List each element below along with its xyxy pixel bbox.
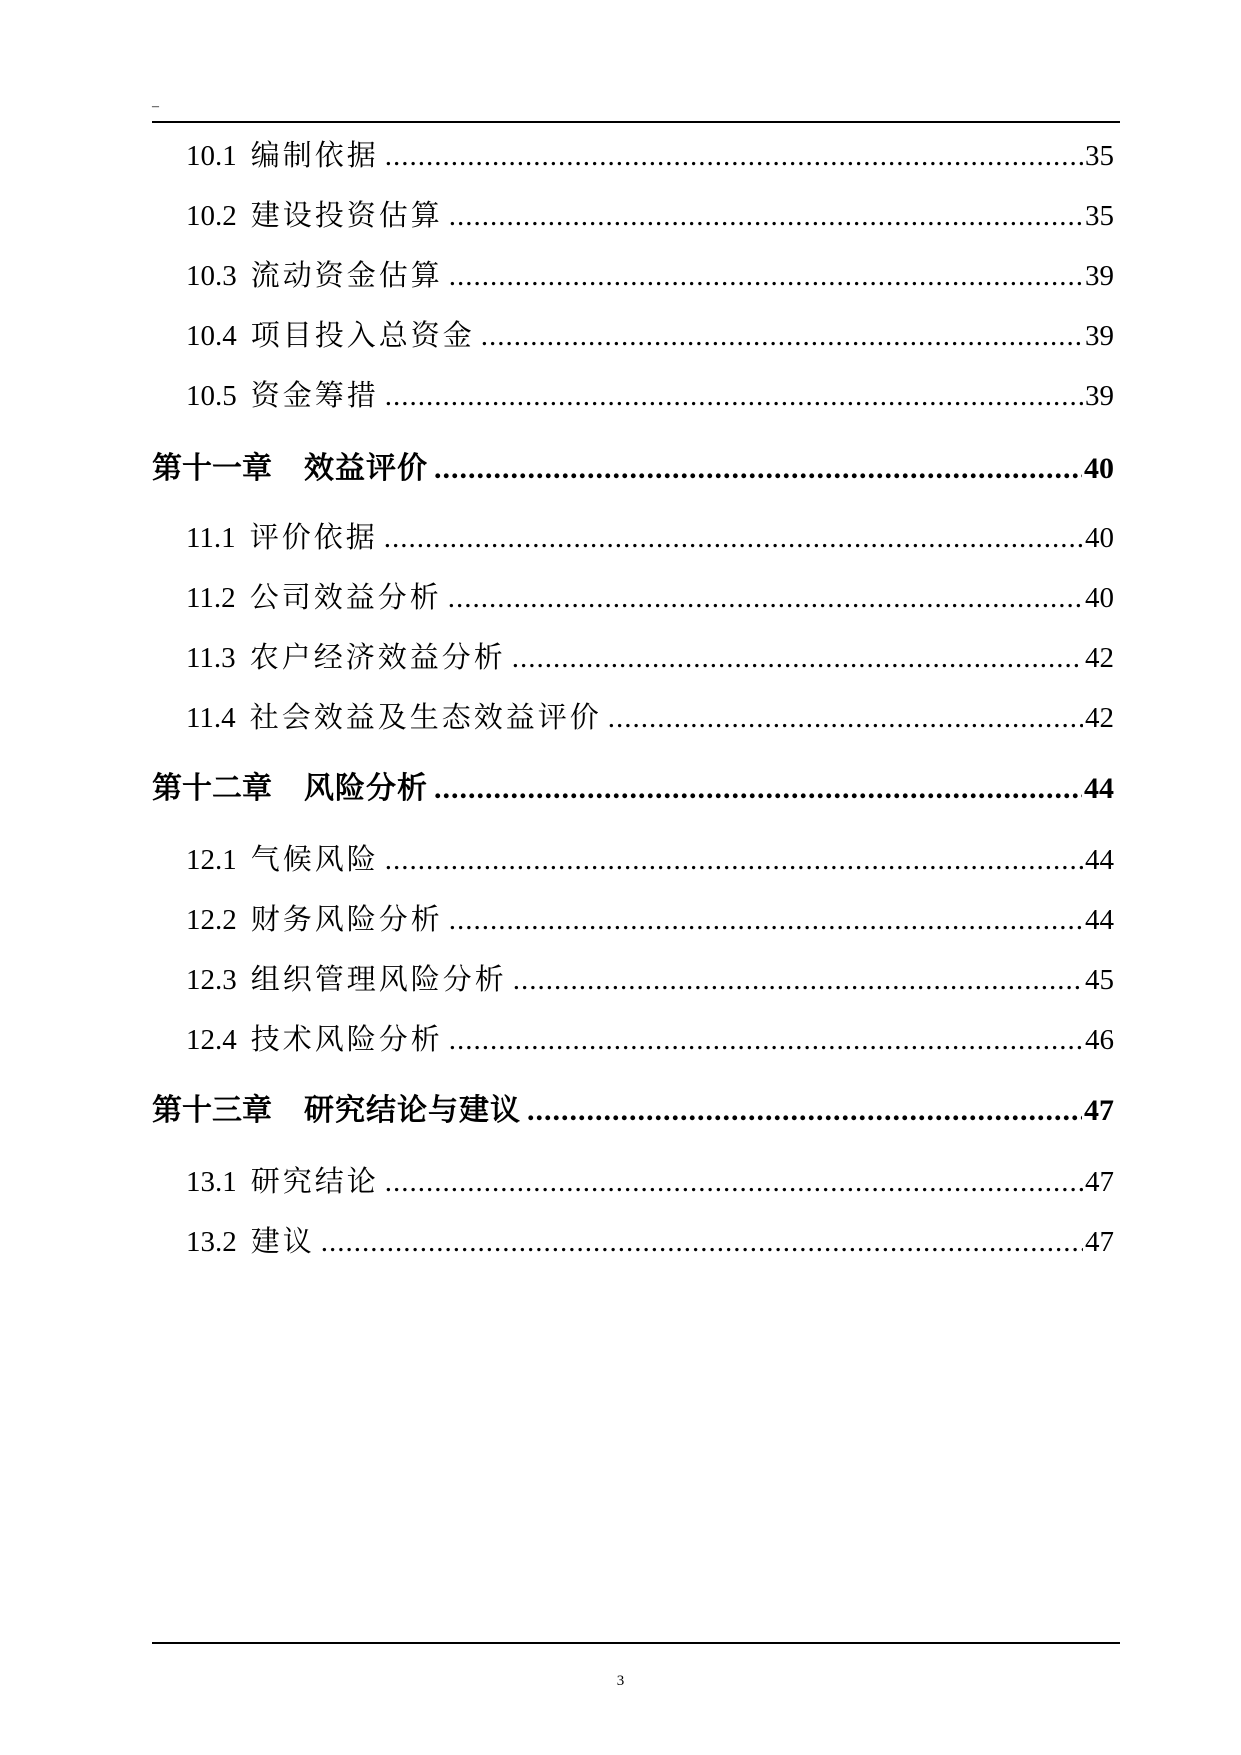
toc-entry-page: 35 — [1085, 200, 1114, 232]
toc-entry-number: 10.4 — [186, 320, 237, 352]
toc-dot-leader — [449, 900, 1083, 940]
toc-entry-number: 11.4 — [186, 702, 236, 734]
toc-entry-title: 财务风险分析 — [250, 904, 443, 936]
toc-dot-leader — [385, 376, 1083, 416]
toc-entry-number: 12.2 — [186, 904, 237, 936]
page-number: 3 — [616, 1673, 625, 1689]
toc-entry-title: 评价依据 — [249, 522, 378, 554]
toc-entry-title: 气候风险 — [250, 844, 379, 876]
toc-entry[interactable] — [152, 1020, 1114, 1060]
toc-entry-title: 组织管理风险分析 — [250, 964, 507, 996]
toc-entry[interactable] — [152, 1222, 1114, 1262]
toc-chapter-page: 47 — [1084, 1094, 1114, 1127]
toc-entry-title: 农户经济效益分析 — [249, 642, 506, 674]
toc-dot-leader — [527, 1090, 1082, 1132]
toc-entry-page: 39 — [1085, 260, 1114, 292]
toc-chapter-title: 研究结论与建议 — [304, 1094, 521, 1127]
toc-chapter[interactable] — [152, 448, 1114, 490]
toc-entry[interactable] — [152, 518, 1114, 558]
toc-entry[interactable] — [152, 256, 1114, 296]
toc-entry[interactable] — [152, 136, 1114, 176]
toc-dot-leader — [384, 518, 1083, 558]
toc-entry-title: 建设投资估算 — [250, 200, 443, 232]
toc-entry-page: 35 — [1085, 140, 1114, 172]
toc-entry-number: 13.1 — [186, 1166, 237, 1198]
toc-entry[interactable] — [152, 316, 1114, 356]
toc-entry-number: 10.2 — [186, 200, 237, 232]
toc-dot-leader — [321, 1222, 1083, 1262]
toc-dot-leader — [385, 136, 1083, 176]
toc-entry-page: 44 — [1085, 904, 1114, 936]
toc-entry[interactable] — [152, 900, 1114, 940]
toc-entry-page: 39 — [1085, 320, 1114, 352]
toc-entry-page: 39 — [1085, 380, 1114, 412]
toc-entry-number: 10.3 — [186, 260, 237, 292]
toc-dot-leader — [385, 840, 1083, 880]
toc-chapter-title: 效益评价 — [304, 452, 428, 485]
toc-dot-leader — [449, 1020, 1083, 1060]
toc-entry-title: 流动资金估算 — [250, 260, 443, 292]
toc-entry-number: 12.1 — [186, 844, 237, 876]
toc-dot-leader — [448, 578, 1083, 618]
toc-chapter-number: 第十三章 — [152, 1094, 272, 1127]
toc-entry-number: 10.1 — [186, 140, 237, 172]
toc-entry-title: 技术风险分析 — [250, 1024, 443, 1056]
toc-dot-leader — [434, 768, 1082, 810]
toc-entry-title: 公司效益分析 — [249, 582, 442, 614]
toc-entry-number: 11.1 — [186, 522, 236, 554]
toc-entry-title: 项目投入总资金 — [250, 320, 475, 352]
toc-dot-leader — [434, 448, 1082, 490]
toc-chapter-title: 风险分析 — [304, 772, 428, 805]
toc-entry[interactable] — [152, 638, 1114, 678]
toc-entry-page: 40 — [1085, 522, 1114, 554]
toc-entry-page: 40 — [1085, 582, 1114, 614]
toc-entry-page: 42 — [1085, 702, 1114, 734]
toc-dot-leader — [449, 196, 1083, 236]
toc-entry[interactable] — [152, 578, 1114, 618]
toc-dot-leader — [512, 638, 1083, 678]
toc-dot-leader — [513, 960, 1083, 1000]
toc-entry-title: 编制依据 — [250, 140, 379, 172]
toc-entry-page: 45 — [1085, 964, 1114, 996]
toc-entry-number: 11.2 — [186, 582, 236, 614]
toc-entry-number: 12.3 — [186, 964, 237, 996]
toc-entry-page: 47 — [1085, 1166, 1114, 1198]
toc-entry-title: 研究结论 — [250, 1166, 379, 1198]
toc-entry[interactable] — [152, 840, 1114, 880]
toc-dot-leader — [449, 256, 1083, 296]
toc-entry[interactable] — [152, 960, 1114, 1000]
toc-entry[interactable] — [152, 376, 1114, 416]
toc-entry-number: 12.4 — [186, 1024, 237, 1056]
toc-chapter-page: 40 — [1084, 452, 1114, 485]
toc-entry-number: 13.2 — [186, 1226, 237, 1258]
toc-entry-page: 42 — [1085, 642, 1114, 674]
toc-entry-page: 46 — [1085, 1024, 1114, 1056]
toc-dot-leader — [385, 1162, 1083, 1202]
toc-entry-title: 社会效益及生态效益评价 — [249, 702, 602, 734]
toc-chapter-number: 第十一章 — [152, 452, 272, 485]
toc-chapter-page: 44 — [1084, 772, 1114, 805]
toc-entry-title: 资金筹措 — [250, 380, 379, 412]
toc-dot-leader — [481, 316, 1083, 356]
toc-chapter-number: 第十二章 — [152, 772, 272, 805]
toc-entry[interactable] — [152, 1162, 1114, 1202]
toc-entry-page: 47 — [1085, 1226, 1114, 1258]
toc-entry[interactable] — [152, 698, 1114, 738]
toc-entry-number: 11.3 — [186, 642, 236, 674]
toc-chapter[interactable] — [152, 768, 1114, 810]
header-mark: – — [152, 99, 159, 114]
toc-chapter[interactable] — [152, 1090, 1114, 1132]
toc-entry-page: 44 — [1085, 844, 1114, 876]
toc-entry[interactable] — [152, 196, 1114, 236]
toc-entry-title: 建议 — [250, 1226, 315, 1258]
toc-entry-number: 10.5 — [186, 380, 237, 412]
table-of-contents — [152, 0, 1114, 1600]
footer-rule — [152, 1642, 1120, 1644]
toc-dot-leader — [608, 698, 1083, 738]
